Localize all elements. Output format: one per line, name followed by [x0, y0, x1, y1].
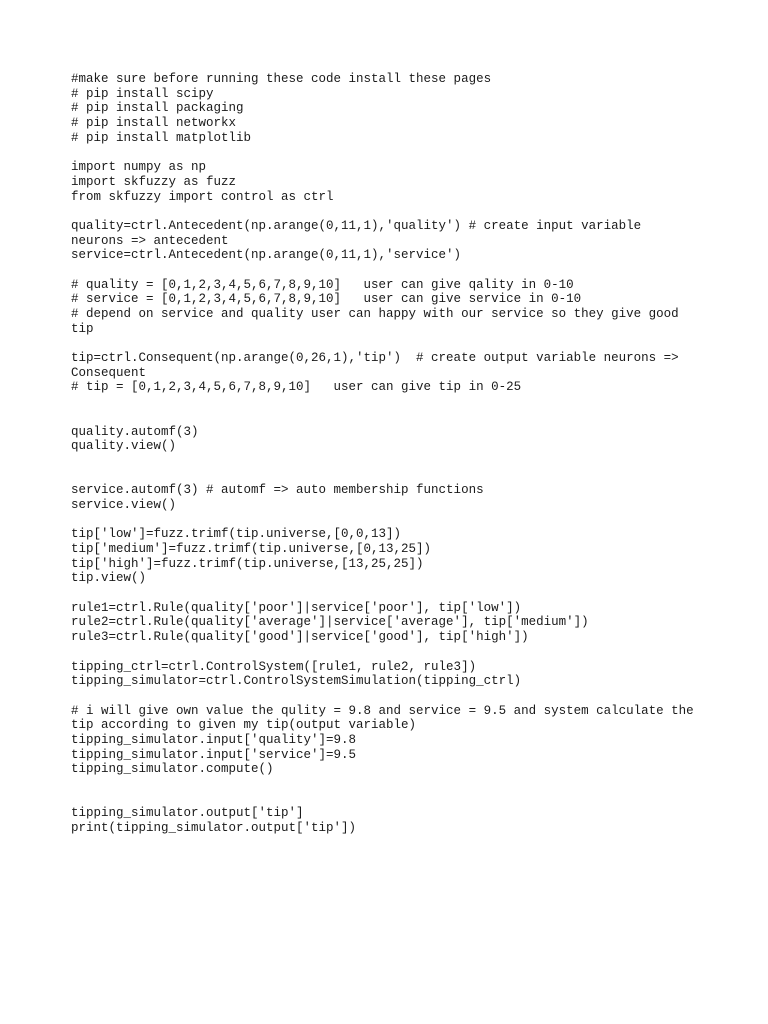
code-line: # pip install packaging	[71, 101, 244, 116]
code-line: service.automf(3) # automf => auto membership functions	[71, 483, 484, 498]
code-text-block	[71, 72, 731, 836]
code-line: tip['medium']=fuzz.trimf(tip.universe,[0,13,25])	[71, 542, 432, 556]
code-line: service.view()	[71, 497, 177, 512]
code-line: tipping_simulator.output['tip']	[71, 806, 304, 821]
code-line: # pip install scipy	[71, 86, 214, 101]
blank-line	[71, 145, 731, 160]
code-line: neurons => antecedent	[71, 233, 229, 248]
code-line: #make sure before running these code install these pages	[71, 72, 492, 86]
code-line: tipping_simulator.input['service']=9.5	[71, 747, 357, 762]
code-line: tipping_simulator.input['quality']=9.8	[71, 732, 357, 747]
code-line: rule3=ctrl.Rule(quality['good']|service['good'], tip['high'])	[71, 630, 529, 645]
code-line: # quality = [0,1,2,3,4,5,6,7,8,9,10] user can give qality in 0-10	[71, 277, 574, 292]
blank-line	[71, 645, 731, 660]
blank-line	[71, 586, 731, 601]
blank-line	[71, 204, 731, 219]
code-line: import numpy as np	[71, 160, 207, 175]
code-line: rule2=ctrl.Rule(quality['average']|service['average'], tip['medium'])	[71, 615, 589, 630]
blank-line	[71, 469, 731, 484]
code-line: import skfuzzy as fuzz	[71, 174, 237, 189]
code-line: # depend on service and quality user can happy with our service so they give good	[71, 307, 679, 321]
code-line: # service = [0,1,2,3,4,5,6,7,8,9,10] user can give service in 0-10	[71, 292, 582, 307]
code-line: quality.view()	[71, 439, 177, 454]
blank-line	[71, 777, 731, 792]
code-line: rule1=ctrl.Rule(quality['poor']|service['poor'], tip['low'])	[71, 600, 522, 615]
code-line: quality.automf(3)	[71, 424, 199, 439]
blank-line	[71, 336, 731, 351]
blank-line	[71, 263, 731, 278]
code-line: tipping_simulator.compute()	[71, 762, 274, 777]
code-line: # tip = [0,1,2,3,4,5,6,7,8,9,10] user can give tip in 0-25	[71, 380, 522, 395]
blank-line	[71, 689, 731, 704]
code-line: print(tipping_simulator.output['tip'])	[71, 821, 357, 836]
code-line: # pip install networkx	[71, 116, 237, 131]
code-line: quality=ctrl.Antecedent(np.arange(0,11,1),'quality') # create input variable	[71, 218, 642, 233]
blank-line	[71, 454, 731, 469]
code-line: tip['high']=fuzz.trimf(tip.universe,[13,25,25])	[71, 556, 424, 571]
blank-line	[71, 395, 731, 410]
code-line: # i will give own value the qulity = 9.8 and service = 9.5 and system calculate the	[71, 703, 694, 718]
code-line: tip	[71, 321, 94, 336]
code-line: tip['low']=fuzz.trimf(tip.universe,[0,0,13])	[71, 527, 402, 542]
blank-line	[71, 792, 731, 807]
code-line: tip.view()	[71, 571, 147, 586]
code-line: from skfuzzy import control as ctrl	[71, 189, 334, 204]
code-line: tip=ctrl.Consequent(np.arange(0,26,1),'tip') # create output variable neurons =>	[71, 351, 679, 366]
code-line: service=ctrl.Antecedent(np.arange(0,11,1),'service')	[71, 248, 462, 263]
blank-line	[71, 410, 731, 425]
code-line: # pip install matplotlib	[71, 130, 252, 145]
code-line: Consequent	[71, 365, 147, 380]
code-line: tip according to given my tip(output variable)	[71, 718, 417, 733]
code-line: tipping_ctrl=ctrl.ControlSystem([rule1, rule2, rule3])	[71, 659, 477, 674]
blank-line	[71, 513, 731, 528]
code-line: tipping_simulator=ctrl.ControlSystemSimulation(tipping_ctrl)	[71, 674, 522, 689]
